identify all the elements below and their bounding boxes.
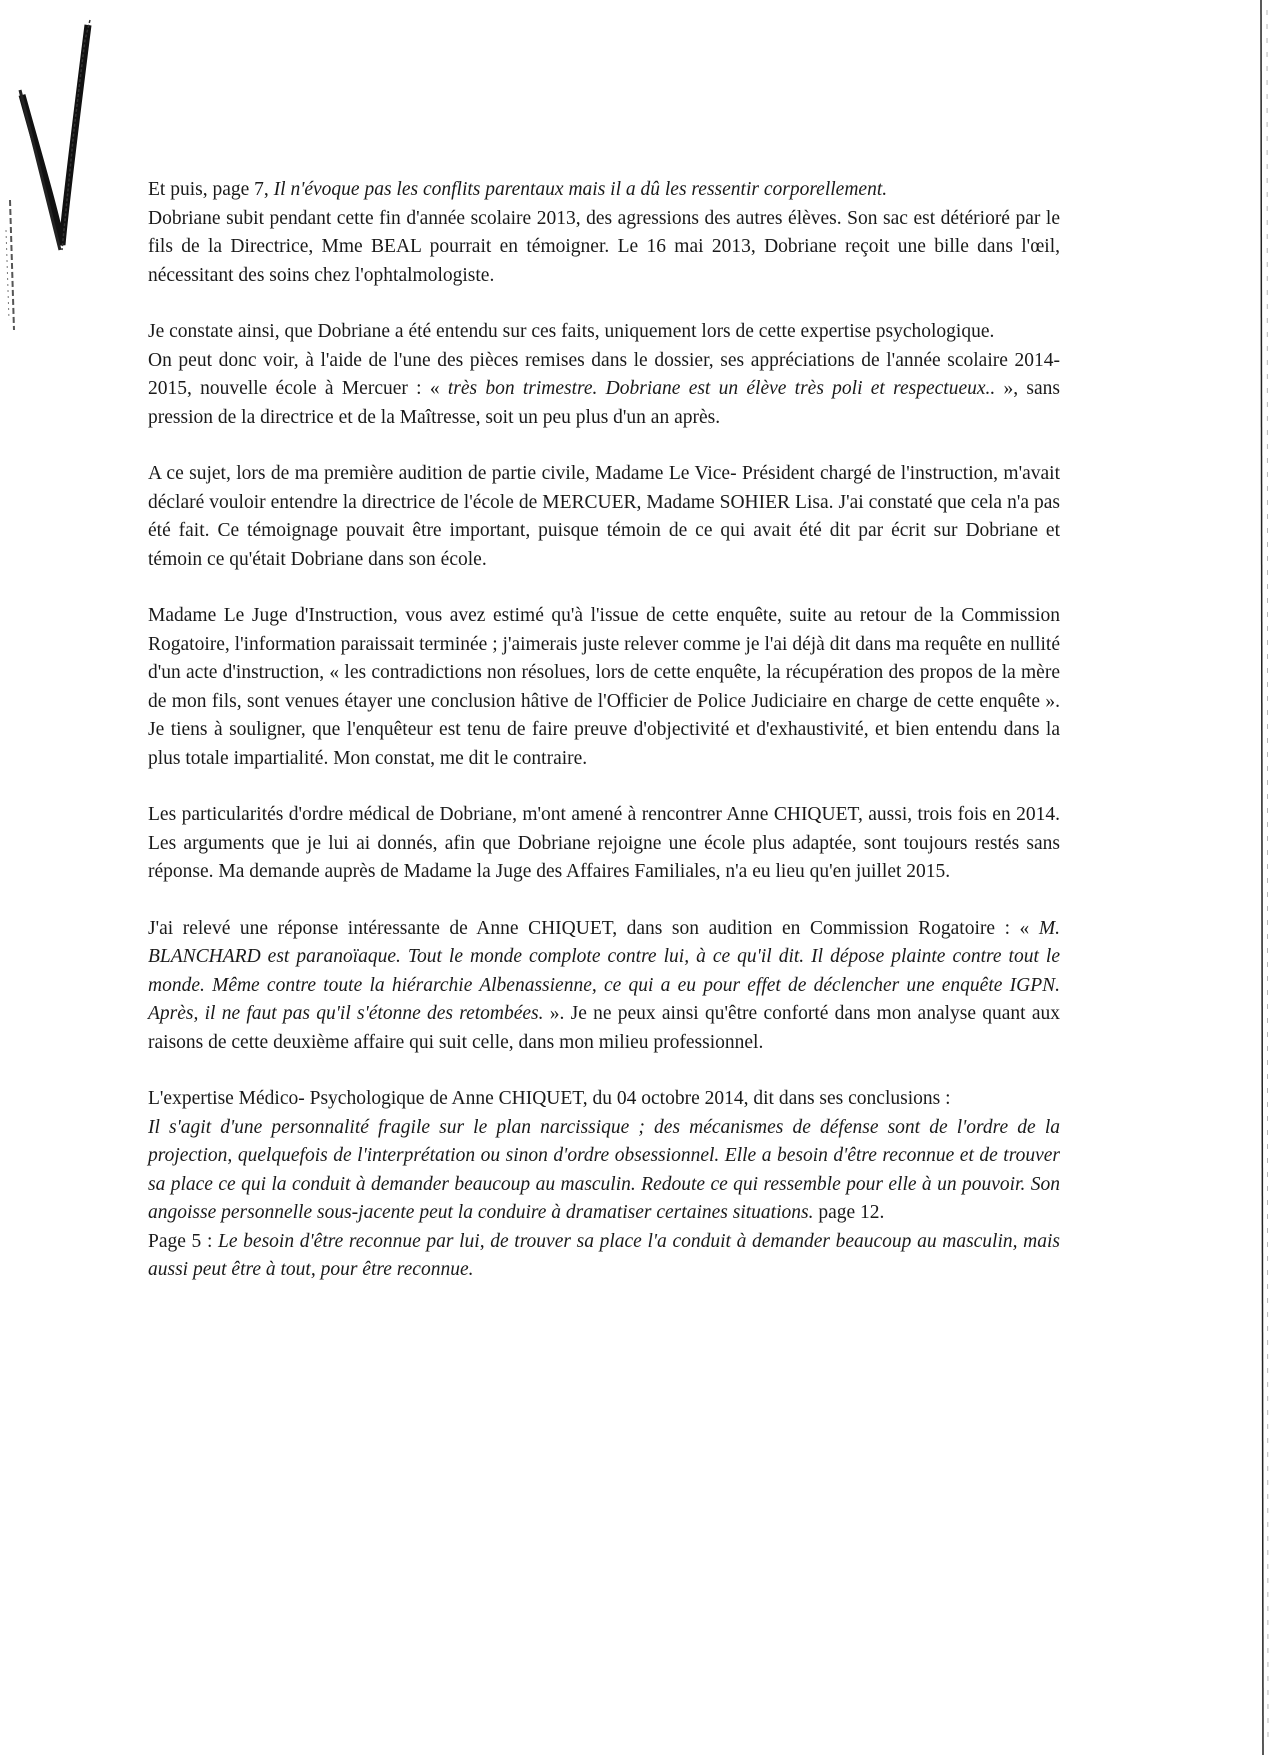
paragraph: Madame Le Juge d'Instruction, vous avez estimé qu'à l'issue de cette enquête, suite au retour de la Commission Rogatoire, l'information paraissait terminée ; j'aimerais juste relever comme je l'ai déjà dit dans ma requête en nullité d'un acte d'instruction, « les contradictions non résolues, lors de cette enquête, la récupération des propos de la mère de mon fils, sont venues étayer une conclusion hâtive de l'Officier de Police Judiciaire en charge de cette enquête ». Je tiens à souligner, que l'enquêteur est tenu de faire preuve d'objectivité et d'exhaustivité, et bien entendu dans la plus totale impartialité. Mon constat, me dit le contraire.	[148, 605, 1060, 769]
paragraph: Les particularités d'ordre médical de Dobriane, m'ont amené à rencontrer Anne CHIQUET, aussi, trois fois en 2014. Les arguments que je lui ai donnés, afin que Dobriane rejoigne une école plus adaptée, sont toujours restés sans réponse. Ma demande auprès de Madame la Juge des Affaires Familiales, n'a eu lieu qu'en juillet 2015.	[148, 804, 1060, 882]
paragraph: Et puis, page 7, Il n'évoque pas les conflits parentaux mais il a dû les ressentir corporellement.	[148, 179, 888, 200]
scan-edge-artifact-left	[0, 0, 100, 330]
paragraph: A ce sujet, lors de ma première audition de partie civile, Madame Le Vice- Président chargé de l'instruction, m'avait déclaré vouloir entendre la directrice de l'école de MERCUER, Madame SOHIER Lisa. J'ai constaté que cela n'a pas été fait. Ce témoignage pouvait être important, puisque témoin de ce qui avait été dit par écrit sur Dobriane et témoin ce qu'était Dobriane dans son école.	[148, 463, 1060, 570]
scan-edge-artifact-right	[1245, 0, 1275, 1755]
paragraph: J'ai relevé une réponse intéressante de Anne CHIQUET, dans son audition en Commission Rogatoire : « M. BLANCHARD est paranoïaque. Tout le monde complote contre lui, à ce qu'il dit. Il dépose plainte contre tout le monde. Même contre toute la hiérarchie Albenassienne, ce qui a eu pour effet de déclencher une enquête IGPN. Après, il ne faut pas qu'il s'étonne des retombées. ». Je ne peux ainsi qu'être conforté dans mon analyse quant aux raisons de cette deuxième affaire qui suit celle, dans mon milieu professionnel.	[148, 917, 1060, 1053]
document-body	[148, 176, 1060, 1285]
paragraph: Dobriane subit pendant cette fin d'année scolaire 2013, des agressions des autres élèves. Son sac est détérioré par le fils de la Directrice, Mme BEAL pourrait en témoigner. Le 16 mai 2013, Dobriane reçoit une bille dans l'œil, nécessitant des soins chez l'ophtalmologiste.	[148, 207, 1060, 286]
paragraph: Page 5 : Le besoin d'être reconnue par lui, de trouver sa place l'a conduit à demander beaucoup au masculin, mais aussi peut être à tout, pour être reconnue.	[148, 1230, 1061, 1280]
paragraph: Il s'agit d'une personnalité fragile sur le plan narcissique ; des mécanismes de défense sont de l'ordre de la projection, quelquefois de l'interprétation ou sinon d'ordre obsessionnel. Elle a besoin d'être reconnue et de trouver sa place ce qui la conduit à demander beaucoup au masculin. Redoute ce qui ressemble pour elle à un pouvoir. Son angoisse personnelle sous-jacente peut la conduire à dramatiser certaines situations. page 12.	[148, 1116, 1060, 1223]
paragraph: On peut donc voir, à l'aide de l'une des pièces remises dans le dossier, ses appréciations de l'année scolaire 2014-2015, nouvelle école à Mercuer : « très bon trimestre. Dobriane est un élève très poli et respectueux.. », sans pression de la directrice et de la Maîtresse, soit un peu plus d'un an après.	[148, 349, 1060, 428]
paragraph: L'expertise Médico- Psychologique de Anne CHIQUET, du 04 octobre 2014, dit dans ses conclusions :	[148, 1088, 951, 1109]
paragraph: Je constate ainsi, que Dobriane a été entendu sur ces faits, uniquement lors de cette expertise psychologique.	[148, 321, 995, 342]
